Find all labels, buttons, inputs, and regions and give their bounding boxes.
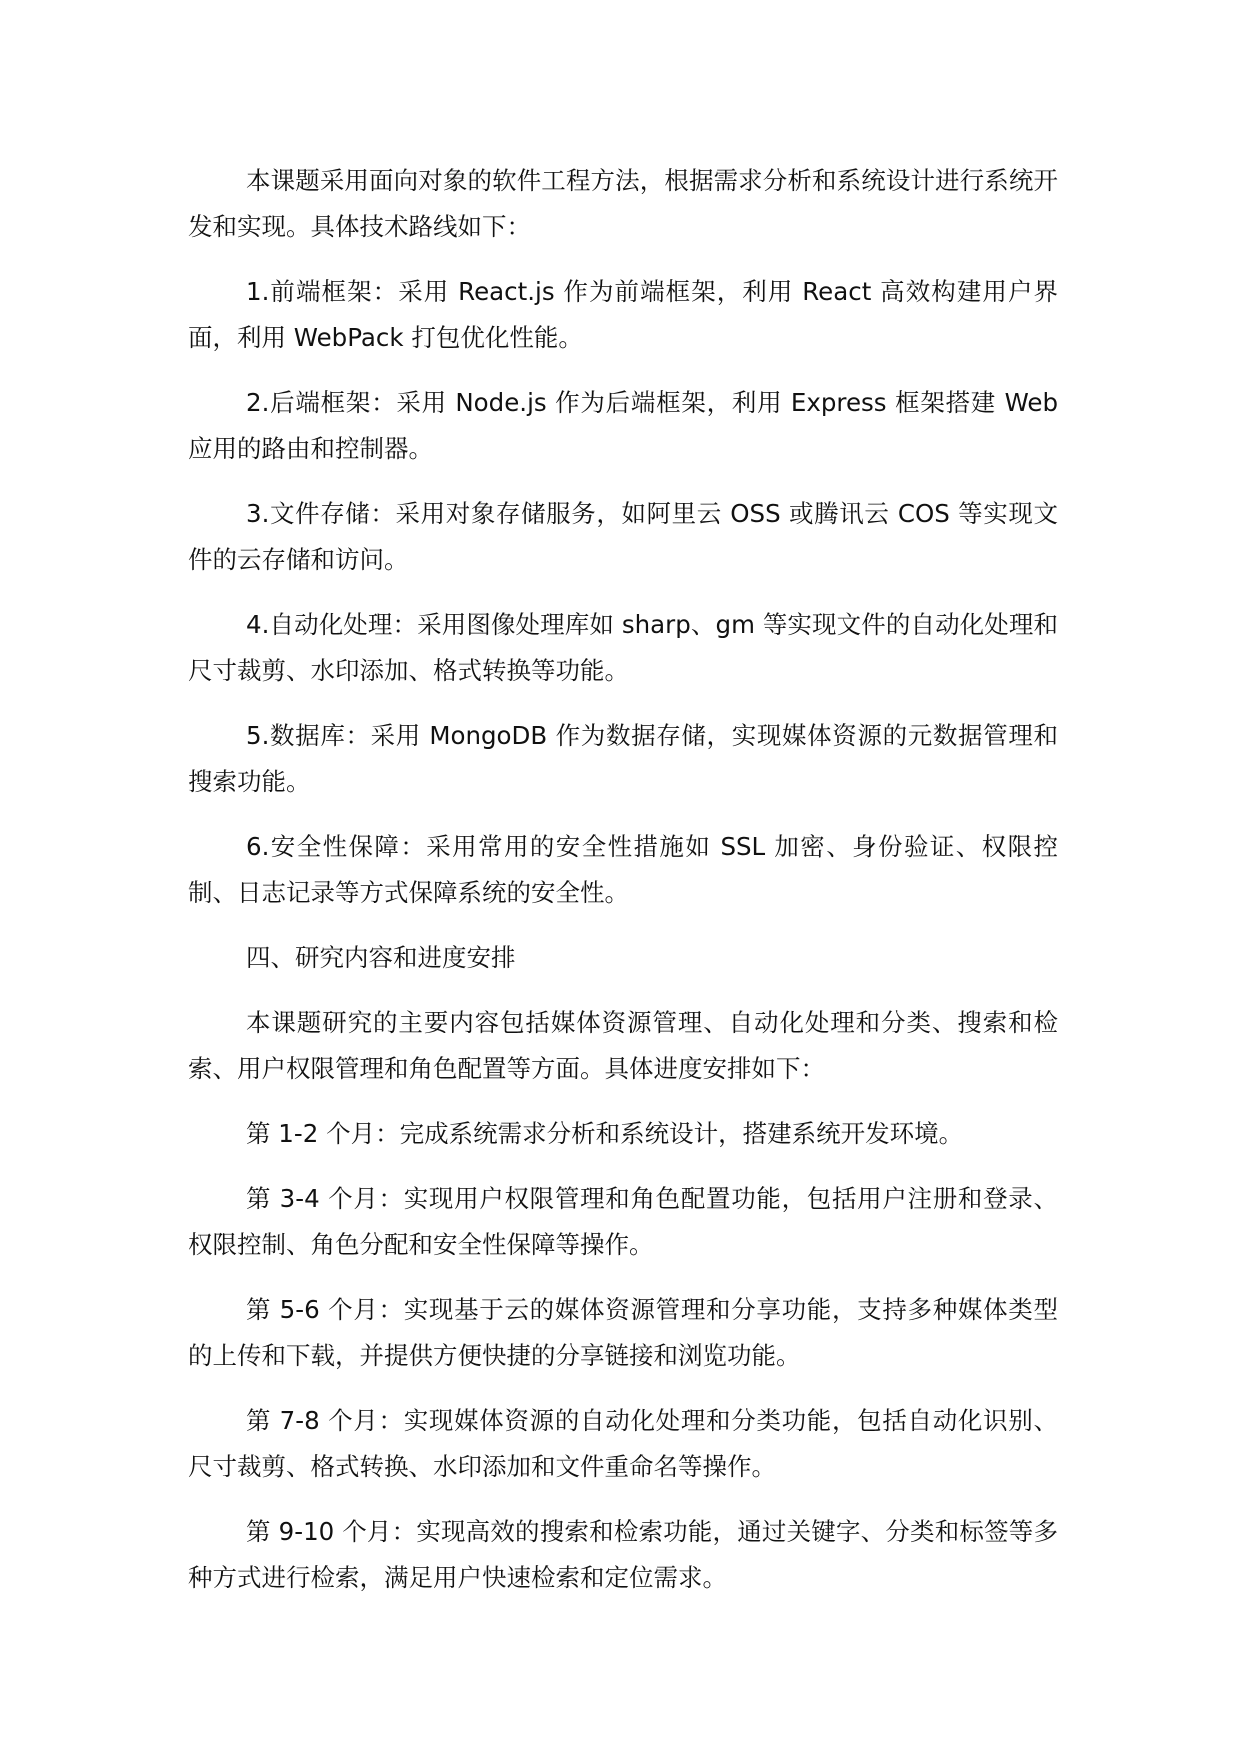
document-body: [188, 158, 1058, 1620]
paragraph-security: 6.安全性保障：采用常用的安全性措施如 SSL 加密、身份验证、权限控制、日志记录等方式保障系统的安全性。: [188, 832, 1058, 907]
paragraph-database: 5.数据库：采用 MongoDB 作为数据存储，实现媒体资源的元数据管理和搜索功能。: [188, 721, 1058, 796]
section-heading-research-schedule: 四、研究内容和进度安排: [246, 943, 516, 972]
paragraph-schedule-month-1-2: 第 1-2 个月：完成系统需求分析和系统设计，搭建系统开发环境。: [246, 1119, 964, 1148]
paragraph-tech-route-intro: 本课题采用面向对象的软件工程方法，根据需求分析和系统设计进行系统开发和实现。具体技术路线如下：: [188, 166, 1058, 241]
paragraph-automation: 4.自动化处理：采用图像处理库如 sharp、gm 等实现文件的自动化处理和尺寸裁剪、水印添加、格式转换等功能。: [188, 610, 1058, 685]
paragraph-file-storage: 3.文件存储：采用对象存储服务，如阿里云 OSS 或腾讯云 COS 等实现文件的云存储和访问。: [188, 499, 1058, 574]
paragraph-schedule-month-7-8: 第 7-8 个月：实现媒体资源的自动化处理和分类功能，包括自动化识别、尺寸裁剪、格式转换、水印添加和文件重命名等操作。: [188, 1406, 1058, 1481]
paragraph-research-content: 本课题研究的主要内容包括媒体资源管理、自动化处理和分类、搜索和检索、用户权限管理和角色配置等方面。具体进度安排如下：: [188, 1008, 1058, 1083]
paragraph-schedule-month-9-10: 第 9-10 个月：实现高效的搜索和检索功能，通过关键字、分类和标签等多种方式进行检索，满足用户快速检索和定位需求。: [188, 1517, 1058, 1592]
paragraph-backend-framework: 2.后端框架：采用 Node.js 作为后端框架，利用 Express 框架搭建 Web 应用的路由和控制器。: [188, 388, 1058, 463]
paragraph-frontend-framework: 1.前端框架：采用 React.js 作为前端框架，利用 React 高效构建用户界面，利用 WebPack 打包优化性能。: [188, 277, 1058, 352]
paragraph-schedule-month-3-4: 第 3-4 个月：实现用户权限管理和角色配置功能，包括用户注册和登录、权限控制、角色分配和安全性保障等操作。: [188, 1184, 1058, 1259]
paragraph-schedule-month-5-6: 第 5-6 个月：实现基于云的媒体资源管理和分享功能，支持多种媒体类型的上传和下载，并提供方便快捷的分享链接和浏览功能。: [188, 1295, 1058, 1370]
